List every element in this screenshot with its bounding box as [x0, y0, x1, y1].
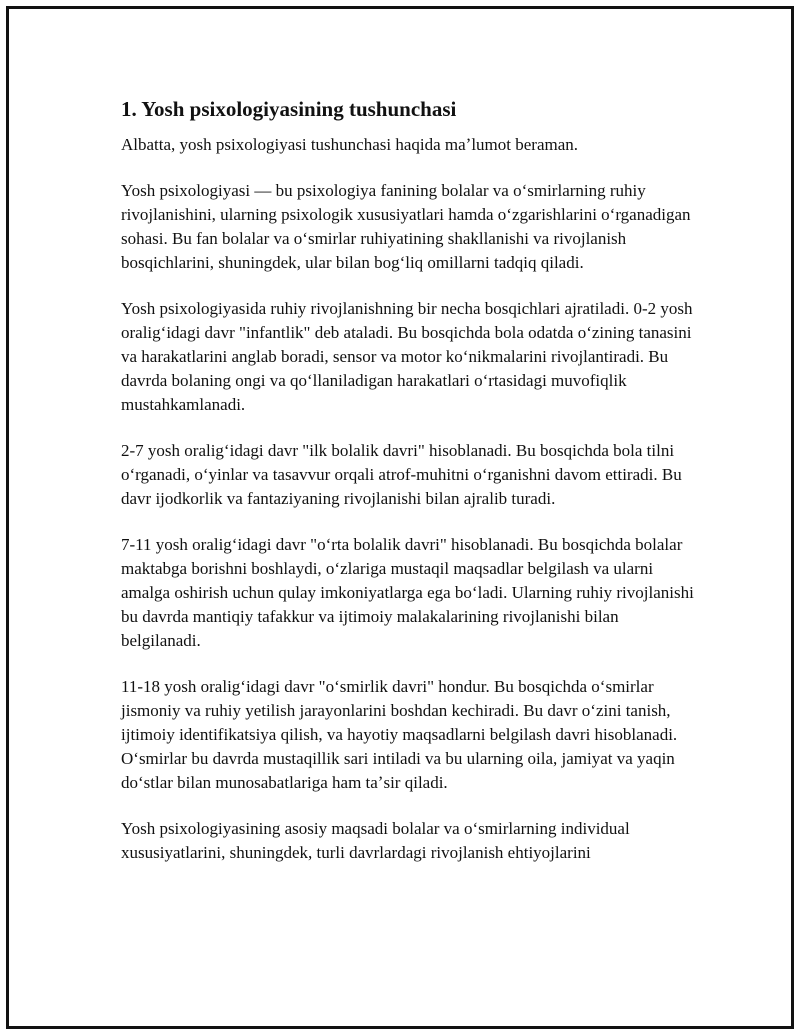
paragraph-definition: Yosh psixologiyasi — bu psixologiya fanining bolalar va oʻsmirlarning ruhiy rivojlanishini, ularning psixologik xususiyatlari hamda oʻzgarishlarini oʻrganadigan sohasi. Bu fan bolalar va oʻsmirlar ruhiyatining shakllanishi va rivojlanish bosqichlarini, shuningdek, ular bilan bogʻliq omillarni tadqiq qiladi.: [121, 181, 691, 272]
paragraph-adolescence: 11-18 yosh oraligʻidagi davr "oʻsmirlik davri" hondur. Bu bosqichda oʻsmirlar jismoniy va ruhiy yetilish jarayonlarini boshdan kechiradi. Bu davr oʻzini tanish, ijtimoiy identifikatsiya qilish, va hayotiy maqsadlarni belgilash davri hisoblanadi. Oʻsmirlar bu davrda mustaqillik sari intiladi va bu ularning oila, jamiyat va yaqin doʻstlar bilan munosabatlariga ham taʼsir qiladi.: [121, 677, 678, 792]
page-frame: [6, 6, 794, 1029]
document-title: 1. Yosh psixologiyasining tushunchasi: [121, 97, 457, 121]
paragraph-middle-childhood: 7-11 yosh oraligʻidagi davr "oʻrta bolalik davri" hisoblanadi. Bu bosqichda bolalar maktabga borishni boshlaydi, oʻzlariga mustaqil maqsadlar belgilash va ularni amalga oshirish uchun qulay imkoniyatlarga ega boʻladi. Ularning ruhiy rivojlanishi bu davrda mantiqiy tafakkur va ijtimoiy malakalarining rivojlanishi bilan belgilanadi.: [121, 535, 694, 650]
intro-paragraph: Albatta, yosh psixologiyasi tushunchasi haqida maʼlumot beraman.: [121, 135, 579, 154]
paragraph-infancy: Yosh psixologiyasida ruhiy rivojlanishning bir necha bosqichlari ajratiladi. 0-2 yosh oraligʻidagi davr "infantlik" deb ataladi. Bu bosqichda bola odatda oʻzining tanasini va harakatlarini anglab boradi, sensor va motor koʻnikmalarini rivojlantiradi. Bu davrda bolaning ongi va qoʻllaniladigan harakatlari oʻrtasidagi muvofiqlik mustahkamlanadi.: [121, 299, 693, 414]
document-body: [121, 95, 701, 887]
paragraph-main-goal: Yosh psixologiyasining asosiy maqsadi bolalar va oʻsmirlarning individual xususiyatlarini, shuningdek, turli davrlardagi rivojlanish ehtiyojlarini: [121, 819, 630, 862]
paragraph-early-childhood: 2-7 yosh oraligʻidagi davr "ilk bolalik davri" hisoblanadi. Bu bosqichda bola tilni oʻrganadi, oʻyinlar va tasavvur orqali atrof-muhitni oʻrganishni davom ettiradi. Bu davr ijodkorlik va fantaziyaning rivojlanishi bilan ajralib turadi.: [121, 441, 682, 508]
